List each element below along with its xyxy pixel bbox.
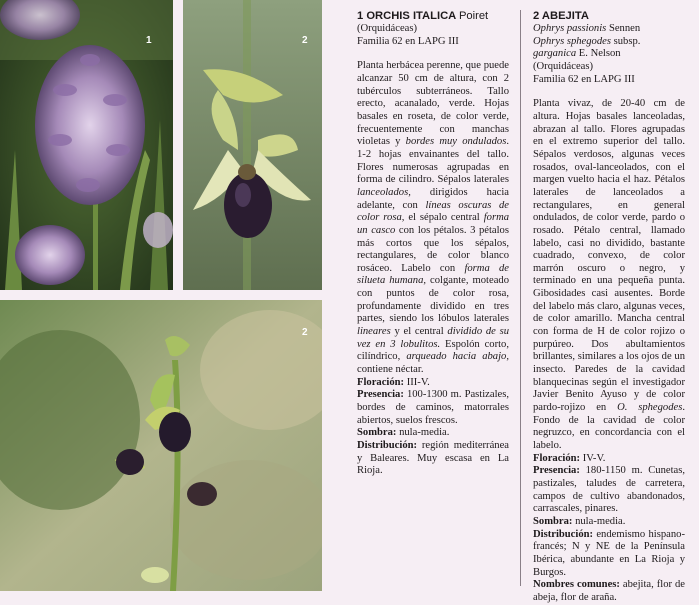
description-segment: y el central bbox=[390, 326, 448, 338]
description-segment: lineares bbox=[357, 326, 391, 338]
description-segment: forma de silueta humana, bbox=[357, 262, 509, 287]
photo-ophrys-plant bbox=[0, 300, 322, 591]
sombra: Sombra: nula-media. bbox=[533, 515, 626, 527]
scientific-name: Ophrys passionis Sennen bbox=[533, 23, 641, 34]
description-segment: dividido de su vez en 3 lobulitos. bbox=[357, 326, 509, 350]
description-segment: colgante, moteado con puntos de color rosa, profundamente dividido en tres partes, siendo los lóbulos laterales bbox=[357, 275, 509, 325]
description-segment: el sépalo central bbox=[404, 212, 484, 224]
column-divider bbox=[520, 10, 521, 586]
distribucion: Distribución: endemismo hispano-francés; N y NE de la Península Ibérica, abundante en La Rioja y Burgos. bbox=[533, 528, 685, 578]
text-column-species-1 bbox=[357, 10, 509, 478]
lapg-family: Familia 62 en LAPG III bbox=[533, 73, 635, 85]
species-title: 1 ORCHIS ITALICA Poiret bbox=[357, 10, 489, 22]
floracion: Floración: IV-V. bbox=[533, 452, 606, 464]
family-name: (Orquidáceas) bbox=[357, 23, 417, 34]
description-segment: bordes muy ondulados bbox=[405, 136, 507, 148]
description-segment: dirigidos hacia adelante, con bbox=[357, 186, 509, 211]
description-segment: lanceolados, bbox=[357, 186, 411, 198]
species-description: Planta vivaz, de 20-40 cm de altura. Hojas basales lanceoladas, abrazan al tallo. Flores agrupadas en el extremo superior del tallo. Sépalos verdosos, algunas veces rosados, oval-lanceolados, con el margen vuelto hacia el haz. Pétalos laterales de lanceolados a rectangulares, en general ondulados, de color verde, pardo o rosado. Pétalo central, llamado labelo, casi no dividido, bastante cuadrado, convexo, de color marrón oscuro o negro, y terminado en una pequeña punta. Gibosidades casi ausentes. Borde del labelo más claro, algunas veces, de color amarillo. Mancha central con forma de H de color rojizo o purpúreo. Dos abultamientos brillantes, similares a los ojos de un insecto. Paredes de la cavidad blanquecinas según el investigador Javier Benito Ayuso y de color pardo-rojizo en O. sphegodes. Fondo de la cavidad de color negruzco, en concordancia con el labelo. bbox=[533, 98, 685, 451]
distribucion: Distribución: región mediterránea y Baleares. Muy escasa en La Rioja. bbox=[357, 440, 509, 477]
description-segment: contiene néctar. bbox=[357, 364, 424, 376]
description-segment: arqueado hacia abajo, bbox=[406, 351, 509, 363]
text-column-species-2 bbox=[533, 10, 685, 605]
nombres-comunes: Nombres comunes: abejita, flor de abeja, flor de araña. bbox=[533, 579, 686, 603]
description-segment: líneas oscuras de color rosa, bbox=[357, 199, 509, 224]
photo-number: 2 bbox=[302, 327, 308, 338]
description-segment: . 1-2 hojas envainantes del tallo. Flores numerosas agrupadas en forma de cilindro. Sépalos laterales bbox=[357, 136, 509, 186]
description-segment: forma un casco bbox=[357, 212, 510, 236]
photo-number: 2 bbox=[302, 35, 308, 46]
presencia: Presencia: 180-1150 m. Cunetas, pastizales, taludes de carretera, campos de cultivo abandonados, carrascales, pinares. bbox=[533, 465, 685, 515]
sombra: Sombra: nula-media. bbox=[357, 427, 450, 439]
description-segment: Espolón corto, cilíndrico, bbox=[357, 338, 510, 363]
photo-orchis-italica bbox=[0, 0, 173, 290]
species-title: 2 ABEJITA bbox=[533, 10, 589, 22]
presencia: Presencia: 100-1300 m. Pastizales, bordes de caminos, matorrales abiertos, suelos frescos. bbox=[357, 389, 509, 426]
description-segment: Planta herbácea perenne, que puede alcanzar 50 cm de altura, con 2 tubérculos subterráneos. Tallo erecto, acanalado, verde. Hojas basales en roseta, de color verde, frecuentemente con manchas violetas y bbox=[357, 60, 509, 148]
scientific-synonym: Ophrys sphegodes subsp. garganica E. Nelson bbox=[533, 35, 641, 60]
description-segment: con los pétalos. 3 pétalos más cortos que los sépalos, rectangulares, de color blanco rosáceo. Labelo con bbox=[357, 224, 509, 274]
photo-ophrys-closeup bbox=[183, 0, 322, 290]
photo-number: 1 bbox=[146, 35, 152, 46]
floracion: Floración: III-V. bbox=[357, 376, 430, 388]
lapg-family: Familia 62 en LAPG III bbox=[357, 35, 459, 47]
species-description bbox=[357, 60, 509, 376]
family-name: (Orquidáceas) bbox=[533, 60, 593, 72]
